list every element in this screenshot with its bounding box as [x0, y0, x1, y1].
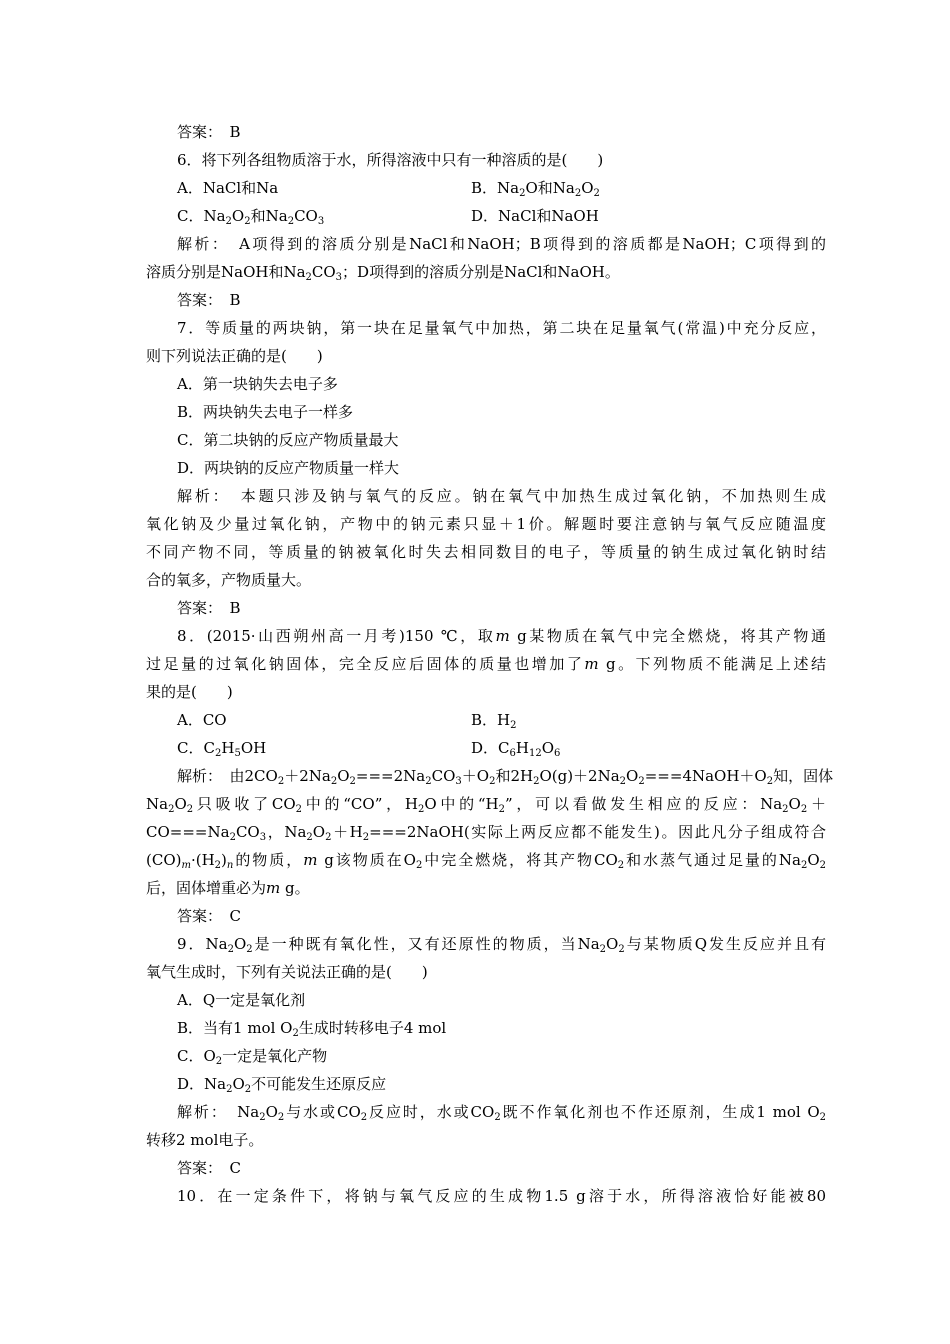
question-8-stem-line-3: 果的是( ) — [146, 683, 233, 701]
question-7-option-b: B．两块钠失去电子一样多 — [177, 403, 354, 421]
question-7-option-c: C．第二块钠的反应产物质量最大 — [177, 431, 399, 449]
question-8-option-c: C．$C_2H_5OH$ — [177, 739, 267, 759]
question-7-option-d: D．两块钠的反应产物质量一样大 — [177, 459, 400, 477]
answer-9: 答案： C — [177, 1159, 241, 1177]
analysis-7-line-4: 合的氧多，产物质量大。 — [146, 571, 312, 589]
question-9-option-d: D．$Na_2O_2$不可能发生还原反应 — [177, 1075, 387, 1095]
question-6-option-c: C．$Na_2O_2$和$Na_2CO_3$ — [177, 207, 325, 227]
analysis-7-line-3: 不同产物不同，等质量的钠被氧化时失去相同数目的电子，等质量的钠生成过氧化钠时结 — [146, 543, 826, 561]
analysis-7-line-2: 氧化钠及少量过氧化钠，产物中的钠元素只显＋1价。解题时要注意钠与氧气反应随温度 — [146, 515, 826, 533]
question-7-stem-line-1: 7．等质量的两块钠，第一块在足量氧气中加热，第二块在足量氧气(常温)中充分反应， — [177, 319, 826, 337]
question-8-stem-line-1: 8．(2015·山西朔州高一月考)150 ℃，取m g某物质在氧气中完全燃烧，将其产物通 — [177, 627, 826, 645]
question-8-option-d: D．$C_6H_{12}O_6$ — [471, 739, 561, 759]
question-9-option-b: B．当有1 mol $O_2$生成时转移电子4 mol — [177, 1019, 447, 1039]
question-6-option-b: B．$Na_2O$和$Na_2O_2$ — [471, 179, 600, 199]
question-8-stem-line-2: 过足量的过氧化钠固体，完全反应后固体的质量也增加了m g。下列物质不能满足上述结 — [146, 655, 826, 673]
analysis-7-line-1: 解析： 本题只涉及钠与氧气的反应。钠在氧气中加热生成过氧化钠，不加热则生成 — [177, 487, 826, 505]
analysis-6-line-1: 解析： A项得到的溶质分别是NaCl和NaOH；B项得到的溶质都是NaOH；C项得到的 — [177, 235, 826, 253]
question-8-option-b: B．$H_2$ — [471, 711, 517, 731]
analysis-8-line-4: $(CO)_m\cdot(H_2)_n$的物质，m g该物质在$O_2$中完全燃烧，将其产物$CO_2$和水蒸气通过足量的$Na_2O_2$ — [146, 851, 826, 871]
analysis-8-line-5: 后，固体增重必为m g。 — [146, 879, 310, 897]
question-9-option-a: A．Q一定是氧化剂 — [177, 991, 306, 1009]
question-8-option-a: A．CO — [177, 711, 227, 729]
answer-8: 答案： C — [177, 907, 241, 925]
question-9-option-c: C．$O_2$一定是氧化产物 — [177, 1047, 328, 1067]
question-7-option-a: A．第一块钠失去电子多 — [177, 375, 338, 393]
question-7-stem-line-2: 则下列说法正确的是( ) — [146, 347, 323, 365]
analysis-6-line-2: 溶质分别是NaOH和$Na_2CO_3$；D项得到的溶质分别是NaCl和NaOH。 — [146, 263, 620, 283]
question-6-option-a: A．NaCl和Na — [177, 179, 279, 197]
analysis-9-line-2: 转移2 mol电子。 — [146, 1131, 264, 1149]
analysis-9-line-1: 解析： $Na_2O_2$与水或$CO_2$反应时，水或$CO_2$既不作氧化剂也不作还原剂，生成1 mol $O_2$ — [177, 1103, 827, 1123]
question-6-option-d: D．NaCl和NaOH — [471, 207, 599, 225]
answer-5: 答案： B — [177, 123, 241, 141]
question-10-stem-line-1: 10．在一定条件下，将钠与氧气反应的生成物1.5 g溶于水，所得溶液恰好能被80 — [177, 1187, 826, 1205]
question-9-stem-line-1: 9．$Na_2O_2$是一种既有氧化性，又有还原性的物质，当$Na_2O_2$与某物质Q发生反应并且有 — [177, 935, 826, 955]
answer-6: 答案： B — [177, 291, 241, 309]
analysis-8-line-3: $CO===Na_2CO_3$，$Na_2O_2+H_2===2NaOH$(实际上两反应都不能发生)。因此凡分子组成符合 — [146, 823, 826, 843]
question-9-stem-line-2: 氧气生成时，下列有关说法正确的是( ) — [146, 963, 428, 981]
analysis-8-line-1: 解析： 由$2CO_2+2Na_2O_2===2Na_2CO_3+O_2$和$2H_2O(g)+2Na_2O_2===4NaOH+O_2$知，固体 — [177, 767, 834, 787]
answer-7: 答案： B — [177, 599, 241, 617]
question-6-stem: 6．将下列各组物质溶于水，所得溶液中只有一种溶质的是( ) — [177, 151, 604, 169]
analysis-8-line-2: $Na_2O_2$只吸收了$CO_2$中的“CO”，$H_2O$中的“$H_2$”，可以看做发生相应的反应：$Na_2O_2+$ — [146, 795, 826, 815]
